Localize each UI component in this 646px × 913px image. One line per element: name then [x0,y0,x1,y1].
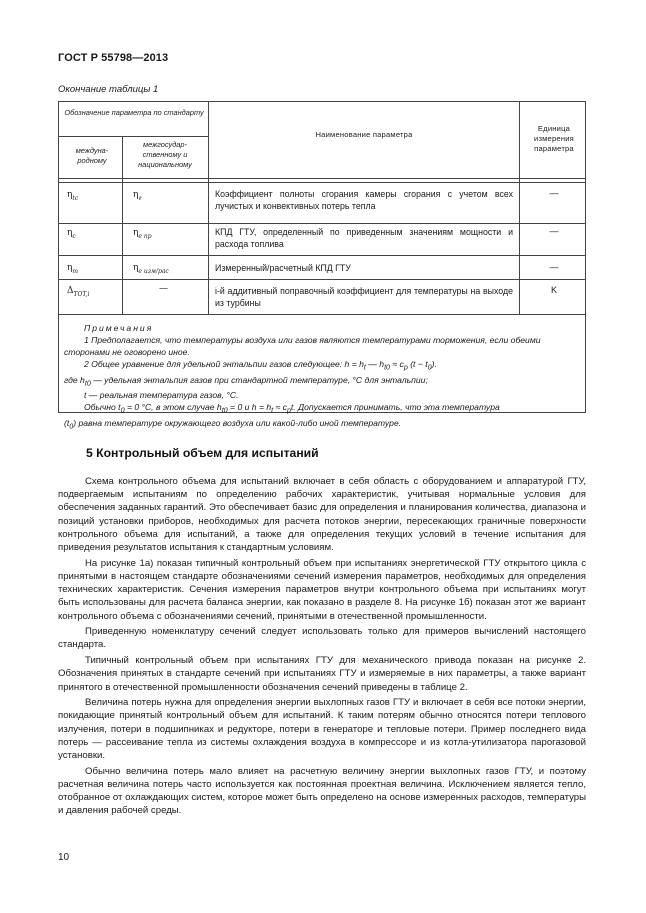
paragraph: Обычно величина потерь мало влияет на расчетную величину энергии выхлопных газов ГТУ, и поэтому расчетная величина потерь часто используется как постоянная проектная величина. Исключением является тепло, отобранное от охлаждающих систем, которое может быть определено на основе измеренных расходов, температуры и давления рабочей среды. [58,765,586,817]
table-notes [64,322,584,433]
table-rule [59,182,585,183]
parameter-unit: K [550,285,557,295]
symbol-international: $\eta_c$ [67,228,76,240]
parameter-unit: — [549,262,559,272]
symbol-national: — [159,284,168,294]
table-rule [59,279,585,280]
section-title: 5 Контрольный объем для испытаний [86,446,319,460]
notes-title: Примечания [84,323,154,333]
symbol-national: $\eta_{e изм/рас}$ [133,263,169,275]
page-number: 10 [58,852,70,863]
table-rule [59,255,585,256]
section-body [58,475,586,820]
symbol-national: $\eta_{e пр}$ [133,228,152,240]
table-rule [59,178,585,179]
symbol-international: $\Delta_{TOT,i}$ [67,286,90,298]
header-parameter-name: Наименование параметра [315,130,413,139]
parameter-unit: — [549,188,559,198]
standard-header: ГОСТ Р 55798—2013 [58,52,169,64]
paragraph: Типичный контрольный объем при испытаниях ГТУ для механического привода показан на рисунке 2. Обозначения принятых в стандарте сечений при испытаниях ГТУ и измеряемые в них параметры, а также вариант принятого в отечественной промышленности обозначения сечений приведены в таблице 2. [58,655,586,693]
note-2-end: $(t_0)$ равна температуре окружающего воздуха или какой-либо иной температуре. [64,418,402,431]
note-2-usually: Обычно $t_0 = 0$ °C, в этом случае $h_{t0} = 0$ и $h = h_t \approx c_pt$. Допускается принимать, что эта температура [84,402,500,416]
table-rule [519,102,520,314]
paragraph: На рисунке 1а) показан типичный контрольный объем при испытаниях энергетической ГТУ открытого цикла с принятыми в настоящем стандарте обозначениями сечений измерения параметров, необходимых для определения технических характеристик. Сечения измерения параметров внутри контрольного объема при испытаниях могут быть использованы для расчета баланса энергии, как показано в разделе 8. На рисунке 1б) показан этот же вариант контрольного объема с обозначениями сечений, принятыми в отечественной промышленности. [58,557,586,622]
parameter-name: i-й аддитивный поправочный коэффициент для температуры на выходе из турбины [215,286,513,308]
header-international: междуна- родному [75,146,109,165]
parameter-name: Коэффициент полноты сгорания камеры сгорания с учетом всех лучистых и конвективных потерь тепла [215,189,513,211]
note-2: 2 Общее уравнение для удельной энтальпии газов следующее: $h = h_t$ — $h_{t0} \approx c_p$ $(t - t_0)$. [84,359,437,372]
paragraph: Величина потерь нужна для определения энергии выхлопных газов ГТУ и включает в себя все потоки энергии, покидающие принятый контрольный объем для испытаний. К таким потерям обычно относятся потери теплового излучения, потери в подшипниках и редукторе, потери в генераторе и тепловые потери. Пример последнего вида потерь — рассеивание тепла из системы охлаждения воздуха в компрессоре и из котла-утилизатора парогазовой установки. [58,697,586,762]
header-unit: Единица измерения параметра [534,124,574,153]
note-2-t: t — реальная температура газов, °C. [84,390,239,401]
header-designation-group: Обозначение параметра по стандарту [64,108,204,117]
parameter-name: КПД ГТУ, определенный по приведенным значениям мощности и расхода топлива [215,227,513,249]
symbol-international: $\eta_m$ [67,263,79,275]
table-rule [59,223,585,224]
table-caption: Окончание таблицы 1 [58,84,159,95]
header-interstate: межгосудар- ственному и национальному [138,140,192,169]
symbol-national: $\eta_г$ [133,190,142,202]
symbol-international: $\eta_{tc}$ [67,190,79,202]
note-2-where: где $h_{t0}$ — удельная энтальпия газов при стандартной температуре, °C для энтальпии; [64,374,428,388]
table-rule [59,314,585,315]
parameter-unit: — [549,226,559,236]
note-1: 1 Предполагается, что температуры воздуха или газов являются температурами торможения, если обеими сторонами не оговорено иное. [64,335,541,357]
parameter-name: Измеренный/расчетный КПД ГТУ [215,263,351,273]
paragraph: Схема контрольного объема для испытаний включает в себя область с оборудованием и аппаратурой ГТУ, подвергаемым испытаниям по определению рабочих характеристик, учитывая нормальные условия для обеспечения заданных гарантий. Это обеспечивает базис для определения и планирования количества, диапазона и позиций установки приборов, необходимых для расчета потоков энергии, пересекающих граничные поверхности контрольного объема для испытаний, а также для определения текущих условий в течение испытания для приведения результатов испытания к стандартным условиям. [58,476,586,554]
table-rule [208,102,209,314]
table-rule [122,136,123,314]
paragraph: Приведенную номенклатуру сечений следует использовать только для примеров вычислений настоящего стандарта. [58,626,586,651]
table-rule [59,136,208,137]
